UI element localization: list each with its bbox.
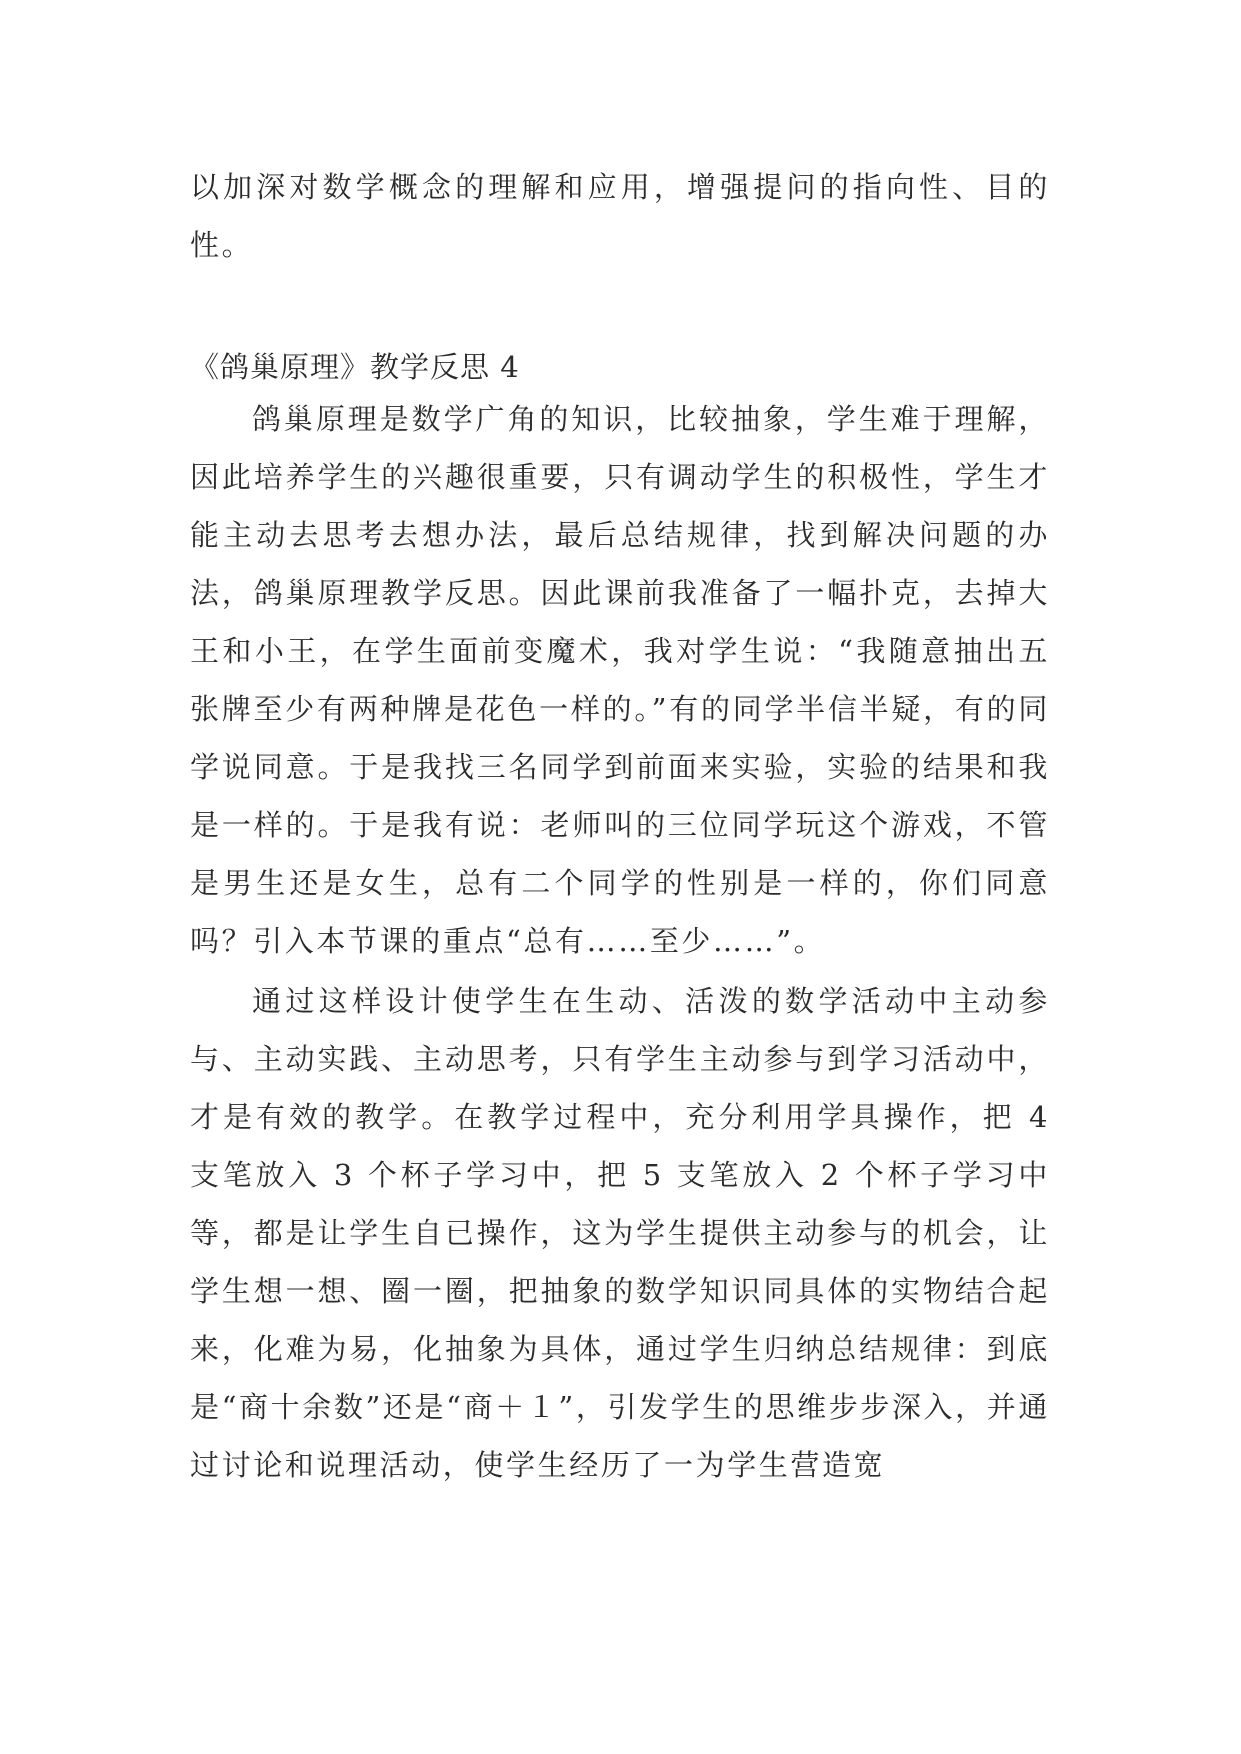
section-heading-block (190, 338, 1050, 396)
continuation-block (190, 158, 1050, 274)
body-paragraph-2: 通过这样设计使学生在生动、活泼的数学活动中主动参与、主动实践、主动思考，只有学生主动参与到学习活动中，才是有效的教学。在教学过程中，充分利用学具操作，把 4 支笔放入 3 个杯子学习中，把 5 支笔放入 2 个杯子学习中等，都是让学生自已操作，这为学生提供主动参与的机会，让学生想一想、圈一圈，把抽象的数学知识同具体的实物结合起来，化难为易，化抽象为具体，通过学生归纳总结规律：到底是“商十余数”还是“商＋１”，引发学生的思维步步深入，并通过讨论和说理活动，使学生经历了一为学生营造宽 (190, 984, 1050, 1482)
continuation-paragraph: 以加深对数学概念的理解和应用，增强提问的指向性、目的性。 (190, 170, 1050, 262)
body-text (190, 390, 1050, 1494)
section-heading: 《鸽巢原理》教学反思 4 (190, 350, 520, 384)
body-paragraph-1: 鸽巢原理是数学广角的知识，比较抽象，学生难于理解，因此培养学生的兴趣很重要，只有调动学生的积极性，学生才能主动去思考去想办法，最后总结规律，找到解决问题的办法，鸽巢原理教学反思。因此课前我准备了一幅扑克，去掉大王和小王，在学生面前变魔术，我对学生说：“我随意抽出五张牌至少有两种牌是花色一样的。”有的同学半信半疑，有的同学说同意。于是我找三名同学到前面来实验，实验的结果和我是一样的。于是我有说：老师叫的三位同学玩这个游戏，不管是男生还是女生，总有二个同学的性别是一样的，你们同意吗？引入本节课的重点“总有……至少……”。 (190, 402, 1050, 958)
